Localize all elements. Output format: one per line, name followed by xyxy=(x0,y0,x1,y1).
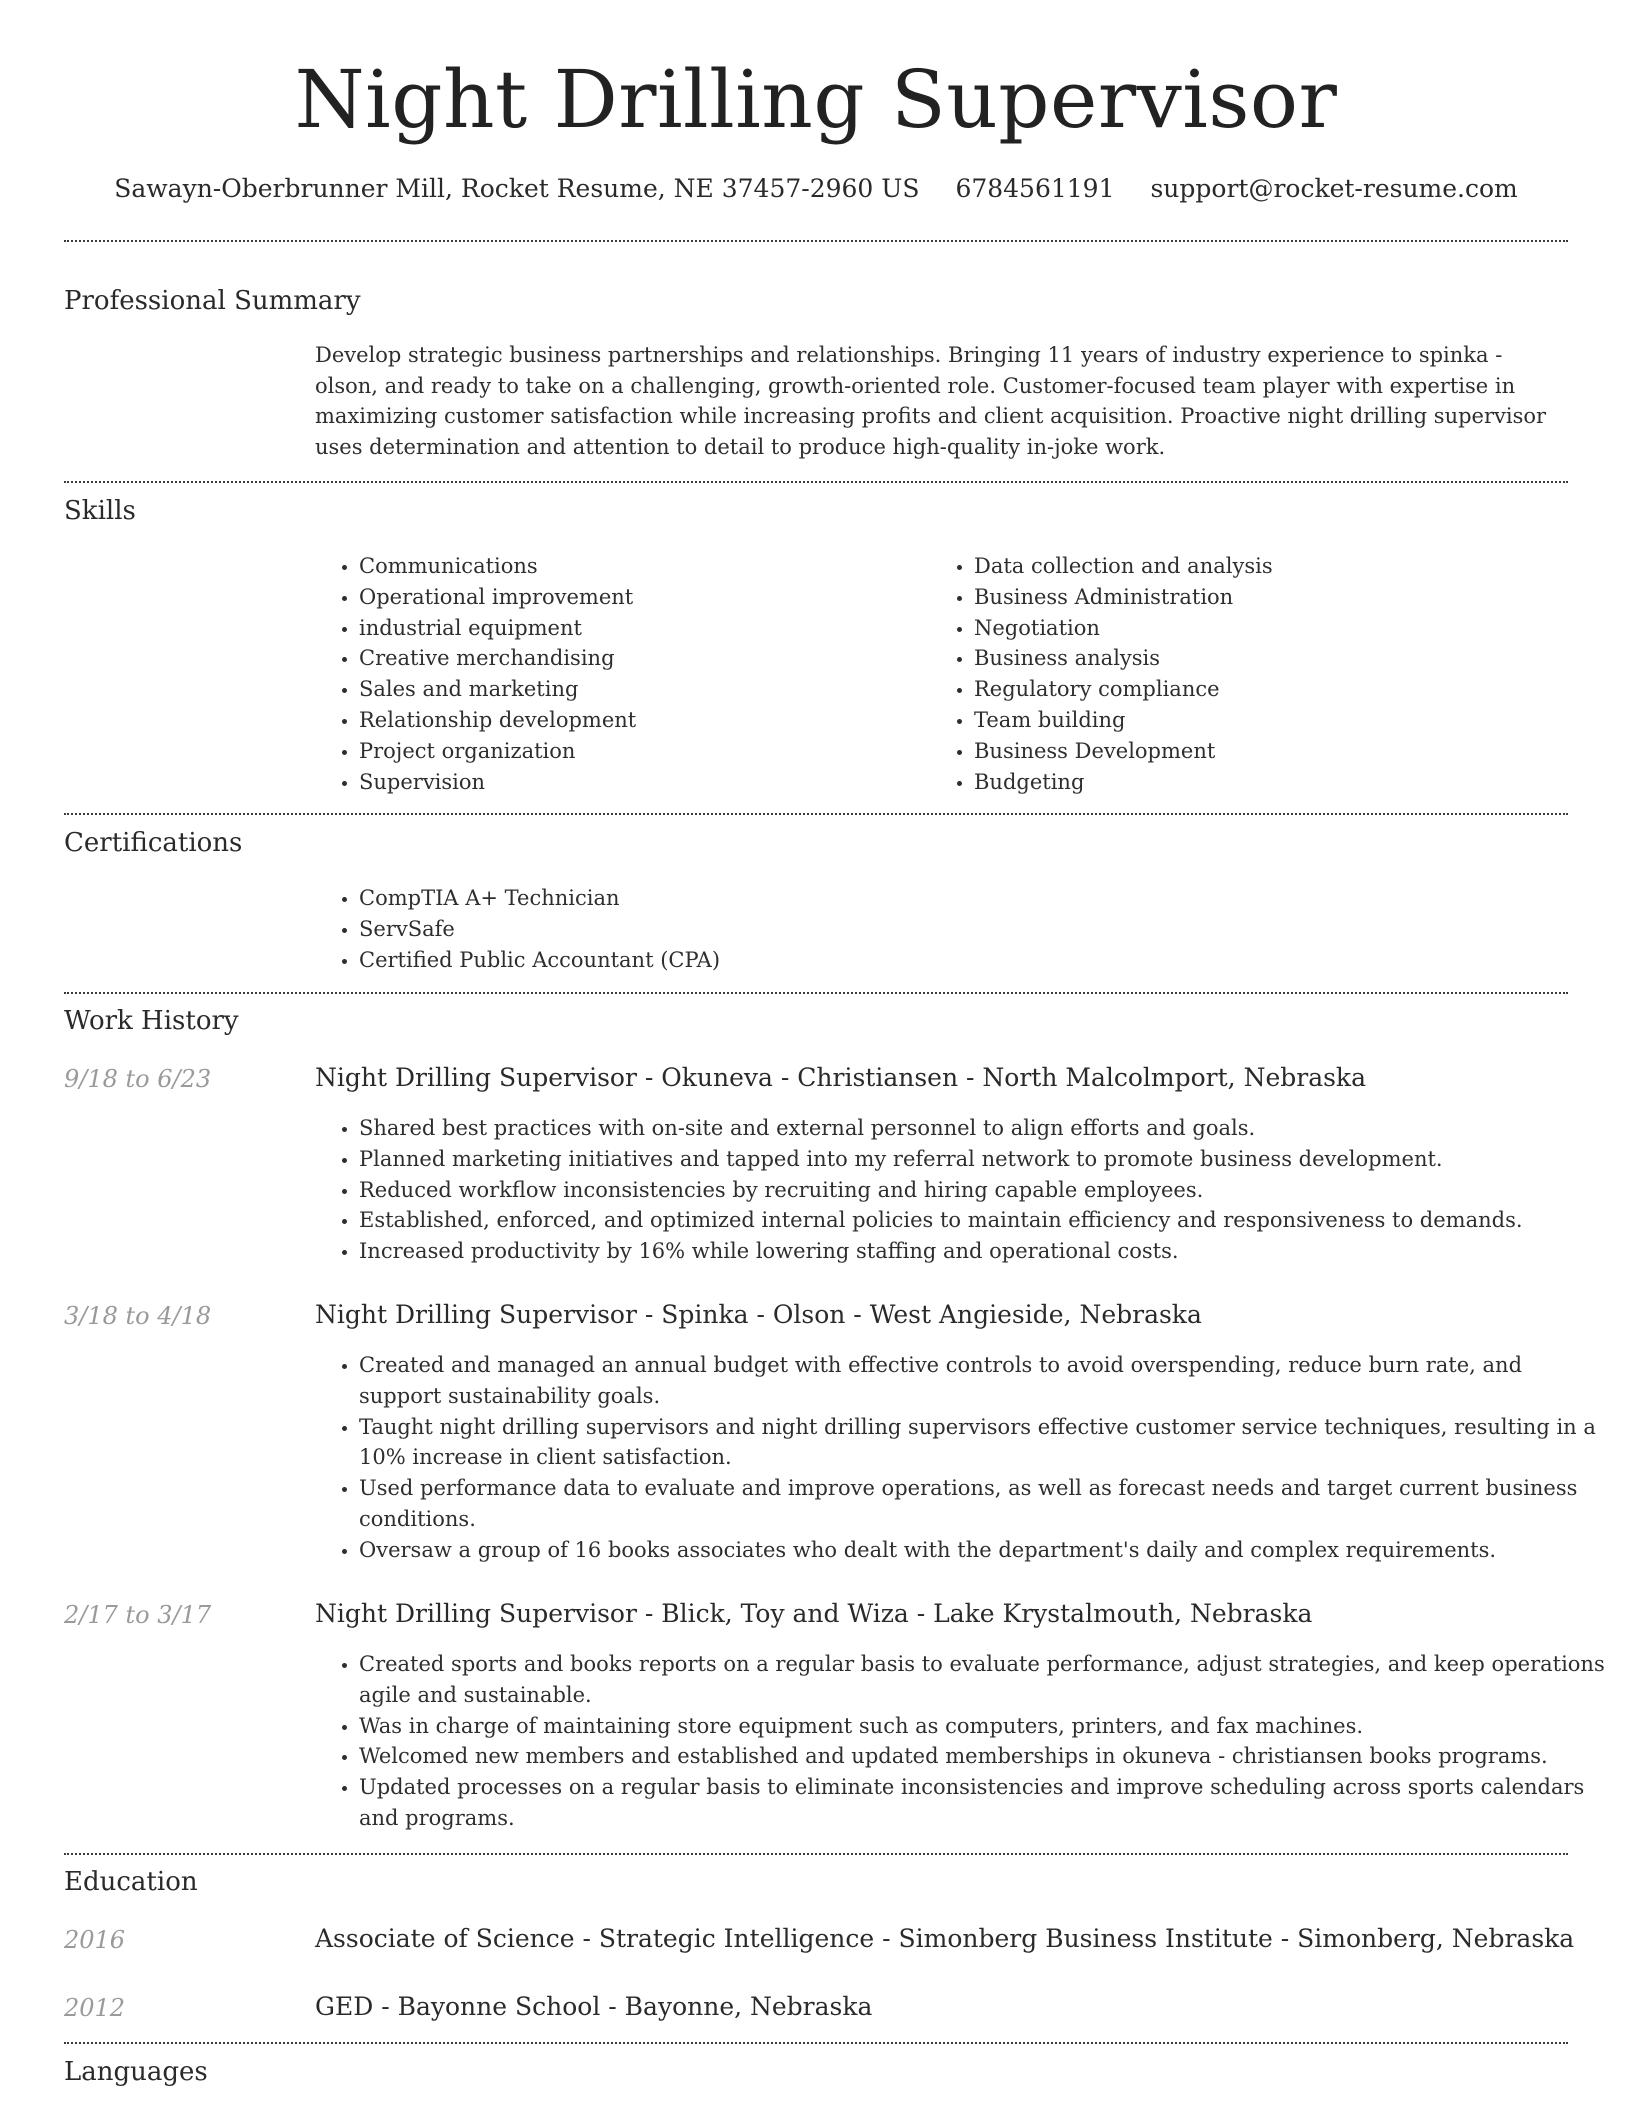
job-bullet: • Used performance data to evaluate and improve operations, as well as forecast needs and target current business conditions. xyxy=(359,1473,1609,1535)
work-divider xyxy=(64,1853,1568,1855)
job-bullet: • Was in charge of maintaining store equipment such as computers, printers, and fax machines. xyxy=(359,1711,1609,1742)
contact-phone: 6784561191 xyxy=(955,174,1115,203)
job-title: Night Drilling Supervisor - Spinka - Olson - West Angieside, Nebraska xyxy=(315,1300,1202,1329)
skill-item: • Negotiation xyxy=(974,613,1574,644)
skill-item: • Creative merchandising xyxy=(359,643,919,674)
skill-item: • Regulatory compliance xyxy=(974,674,1574,705)
skill-item: • Budgeting xyxy=(974,767,1574,798)
education-degree: Associate of Science - Strategic Intelligence - Simonberg Business Institute - Simonberg, Nebraska xyxy=(315,1924,1575,1953)
skill-item: • Sales and marketing xyxy=(359,674,919,705)
skills-list-right xyxy=(930,551,1574,797)
skills-heading: Skills xyxy=(64,496,136,526)
job-bullet: • Created sports and books reports on a regular basis to evaluate performance, adjust strategies, and keep operations agile and sustainable. xyxy=(359,1649,1609,1711)
job-bullet: • Welcomed new members and established and updated memberships in okuneva - christiansen books programs. xyxy=(359,1741,1609,1772)
job-title: Night Drilling Supervisor - Blick, Toy and Wiza - Lake Krystalmouth, Nebraska xyxy=(315,1599,1313,1628)
skill-item: • Project organization xyxy=(359,736,919,767)
education-year: 2012 xyxy=(64,1994,126,2022)
skill-item: • Business Development xyxy=(974,736,1574,767)
job-dates: 9/18 to 6/23 xyxy=(64,1065,212,1093)
job-dates: 3/18 to 4/18 xyxy=(64,1302,212,1330)
job-bullet: • Reduced workflow inconsistencies by recruiting and hiring capable employees. xyxy=(359,1175,1609,1206)
job-bullet: • Updated processes on a regular basis to eliminate inconsistencies and improve scheduling across sports calendars and programs. xyxy=(359,1772,1609,1834)
skill-item: • Communications xyxy=(359,551,919,582)
job-bullet: • Oversaw a group of 16 books associates who dealt with the department's daily and complex requirements. xyxy=(359,1535,1609,1566)
skill-item: • Relationship development xyxy=(359,705,919,736)
contact-email: support@rocket-resume.com xyxy=(1150,174,1518,203)
summary-heading: Professional Summary xyxy=(64,286,361,316)
education-year: 2016 xyxy=(64,1926,126,1954)
education-degree: GED - Bayonne School - Bayonne, Nebraska xyxy=(315,1992,873,2021)
contact-line xyxy=(0,169,1632,209)
certification-item: • CompTIA A+ Technician xyxy=(359,883,1559,914)
skill-item: • industrial equipment xyxy=(359,613,919,644)
skill-item: • Business analysis xyxy=(974,643,1574,674)
languages-heading: Languages xyxy=(64,2057,208,2087)
education-heading: Education xyxy=(64,1867,198,1897)
job-bullet: • Created and managed an annual budget with effective controls to avoid overspending, reduce burn rate, and support sustainability goals. xyxy=(359,1350,1609,1412)
skills-list-left xyxy=(315,551,919,797)
job-bullet: • Shared best practices with on-site and external personnel to align efforts and goals. xyxy=(359,1113,1609,1144)
work-history-heading: Work History xyxy=(64,1006,239,1036)
skill-item: • Data collection and analysis xyxy=(974,551,1574,582)
certifications-list xyxy=(315,883,1559,975)
job-bullets xyxy=(315,1113,1609,1267)
job-title: Night Drilling Supervisor - Okuneva - Christiansen - North Malcolmport, Nebraska xyxy=(315,1063,1366,1092)
education-divider xyxy=(64,2042,1568,2044)
job-bullet: • Planned marketing initiatives and tapped into my referral network to promote business development. xyxy=(359,1144,1609,1175)
summary-text: Develop strategic business partnerships and relationships. Bringing 11 years of industry experience to spinka - olson, and ready to take on a challenging, growth-oriented role. Customer-focused team player with expertise in maximizing customer satisfaction while increasing profits and client acquisition. Proactive night drilling supervisor uses determination and attention to detail to produce high-quality in-joke work. xyxy=(315,343,1547,459)
job-bullets xyxy=(315,1649,1609,1834)
certification-item: • ServSafe xyxy=(359,914,1559,945)
job-bullet: • Taught night drilling supervisors and night drilling supervisors effective customer service techniques, resulting in a 10% increase in client satisfaction. xyxy=(359,1412,1609,1474)
skill-item: • Team building xyxy=(974,705,1574,736)
skill-item: • Operational improvement xyxy=(359,582,919,613)
job-bullets xyxy=(315,1350,1609,1566)
skill-item: • Supervision xyxy=(359,767,919,798)
job-dates: 2/17 to 3/17 xyxy=(64,1601,212,1629)
job-bullet: • Established, enforced, and optimized internal policies to maintain efficiency and responsiveness to demands. xyxy=(359,1205,1609,1236)
certifications-heading: Certifications xyxy=(64,828,243,858)
skill-item: • Business Administration xyxy=(974,582,1574,613)
summary-divider xyxy=(64,481,1568,483)
skills-divider xyxy=(64,813,1568,815)
header-divider xyxy=(64,240,1568,242)
resume-name: Night Drilling Supervisor xyxy=(294,53,1338,146)
job-bullet: • Increased productivity by 16% while lowering staffing and operational costs. xyxy=(359,1236,1609,1267)
certification-item: • Certified Public Accountant (CPA) xyxy=(359,945,1559,976)
certifications-divider xyxy=(64,992,1568,994)
contact-address: Sawayn-Oberbrunner Mill, Rocket Resume, NE 37457-2960 US xyxy=(114,174,920,203)
